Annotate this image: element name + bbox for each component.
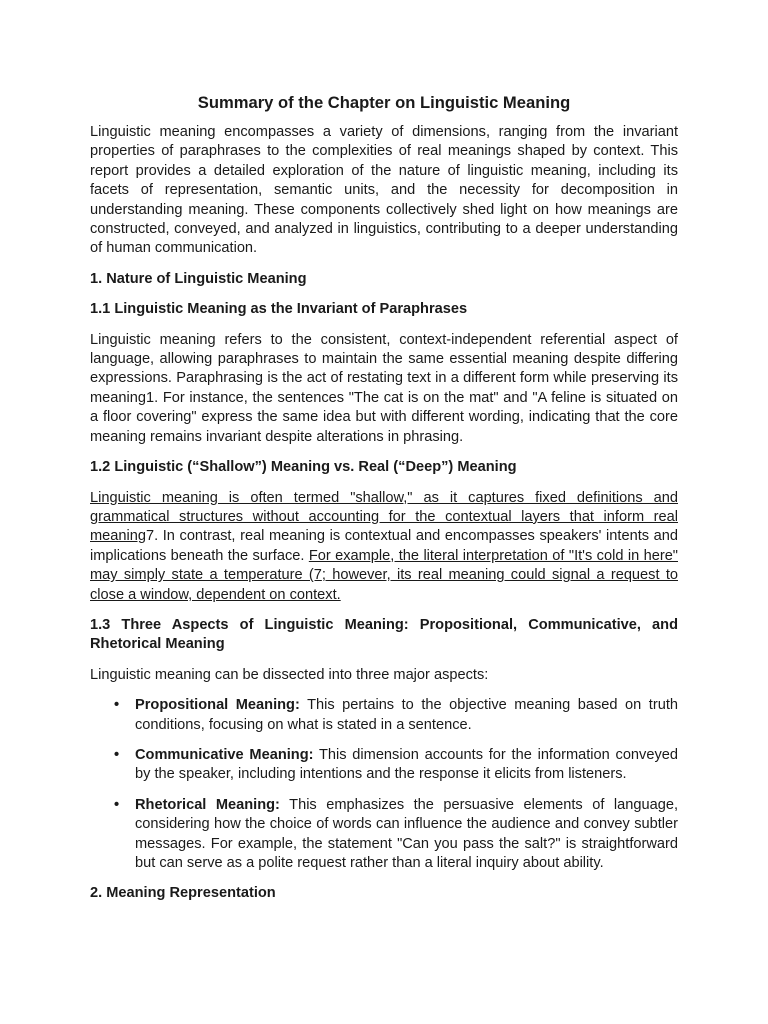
list-item-text: This pertains to the objective meaning based on truth conditions, focusing on what is stated in a sentence. bbox=[135, 697, 679, 733]
document-title: Summary of the Chapter on Linguistic Meaning bbox=[197, 93, 571, 112]
section-1-heading: 1. Nature of Linguistic Meaning bbox=[90, 270, 307, 287]
section-1-3-lead: Linguistic meaning can be dissected into three major aspects: bbox=[90, 666, 489, 683]
bullet-icon: • bbox=[114, 697, 120, 714]
underlined-passage-shallow: Linguistic meaning is often termed "shallow," as it captures fixed definitions and grammatical structures without accounting for the contextual layers that inform real meaning bbox=[90, 489, 678, 545]
underlined-passage-example: For example, the literal interpretation of "It's cold in here" may simply state a temperature (7 bbox=[90, 547, 678, 584]
list-item-term: Communicative Meaning: bbox=[135, 746, 314, 763]
bullet-icon: • bbox=[114, 746, 120, 763]
intro-paragraph: Linguistic meaning encompasses a variety of dimensions, ranging from the invariant properties of paraphrases to the complexities of real meanings shaped by context. This report provides a detailed exploration of the nature of linguistic meaning, including its facets of representation, semantic units, and the necessity for decomposition in understanding meaning. These components collectively shed light on how meanings are constructed, conveyed, and analyzed in linguistics, contributing to a deeper understanding of human communication. bbox=[90, 124, 678, 257]
list-item-text: This emphasizes the persuasive elements of language, considering how the choice of words can influence the audience and convey subtler messages. For example, the statement "Can you pass the salt?" is straightforward but can serve as a polite request rather than a literal inquiry about ability. bbox=[135, 796, 678, 871]
list-item bbox=[90, 746, 678, 785]
underlined-passage-window: ; however, its real meaning could signal a request to close a window, dependent on context. bbox=[90, 567, 678, 603]
section-1-2-heading: 1.2 Linguistic (“Shallow”) Meaning vs. Real (“Deep”) Meaning bbox=[90, 459, 517, 476]
section-1-3-heading: 1.3 Three Aspects of Linguistic Meaning: Propositional, Communicative, and Rhetorical Meaning bbox=[90, 616, 678, 653]
list-item bbox=[90, 696, 678, 735]
section-2-heading: 2. Meaning Representation bbox=[90, 885, 276, 902]
document-page bbox=[90, 92, 678, 915]
passage-real-meaning: 7. In contrast, real meaning is contextual and encompasses speakers' intents and implications beneath the surface. bbox=[90, 528, 678, 564]
section-1-1-paragraph: Linguistic meaning refers to the consistent, context-independent referential aspect of language, allowing paraphrases to maintain the same essential meaning despite differing expressions. Paraphrasing is the act of restating text in a different form while preserving its meaning1. For instance, the sentences "The cat is on the mat" and "A feline is situated on a floor covering" express the same idea but with different wording, indicating that the core meaning remains invariant despite alterations in phrasing. bbox=[90, 331, 678, 445]
list-item-text: This dimension accounts for the information conveyed by the speaker, including intentions and the response it elicits from listeners. bbox=[135, 746, 678, 783]
list-item-term: Propositional Meaning: bbox=[135, 697, 300, 714]
section-1-2-paragraph bbox=[90, 489, 678, 605]
bullet-icon: • bbox=[114, 796, 120, 813]
list-item bbox=[90, 796, 678, 874]
aspects-list bbox=[90, 696, 678, 873]
list-item-term: Rhetorical Meaning: bbox=[135, 796, 280, 813]
section-1-1-heading: 1.1 Linguistic Meaning as the Invariant of Paraphrases bbox=[90, 301, 468, 318]
